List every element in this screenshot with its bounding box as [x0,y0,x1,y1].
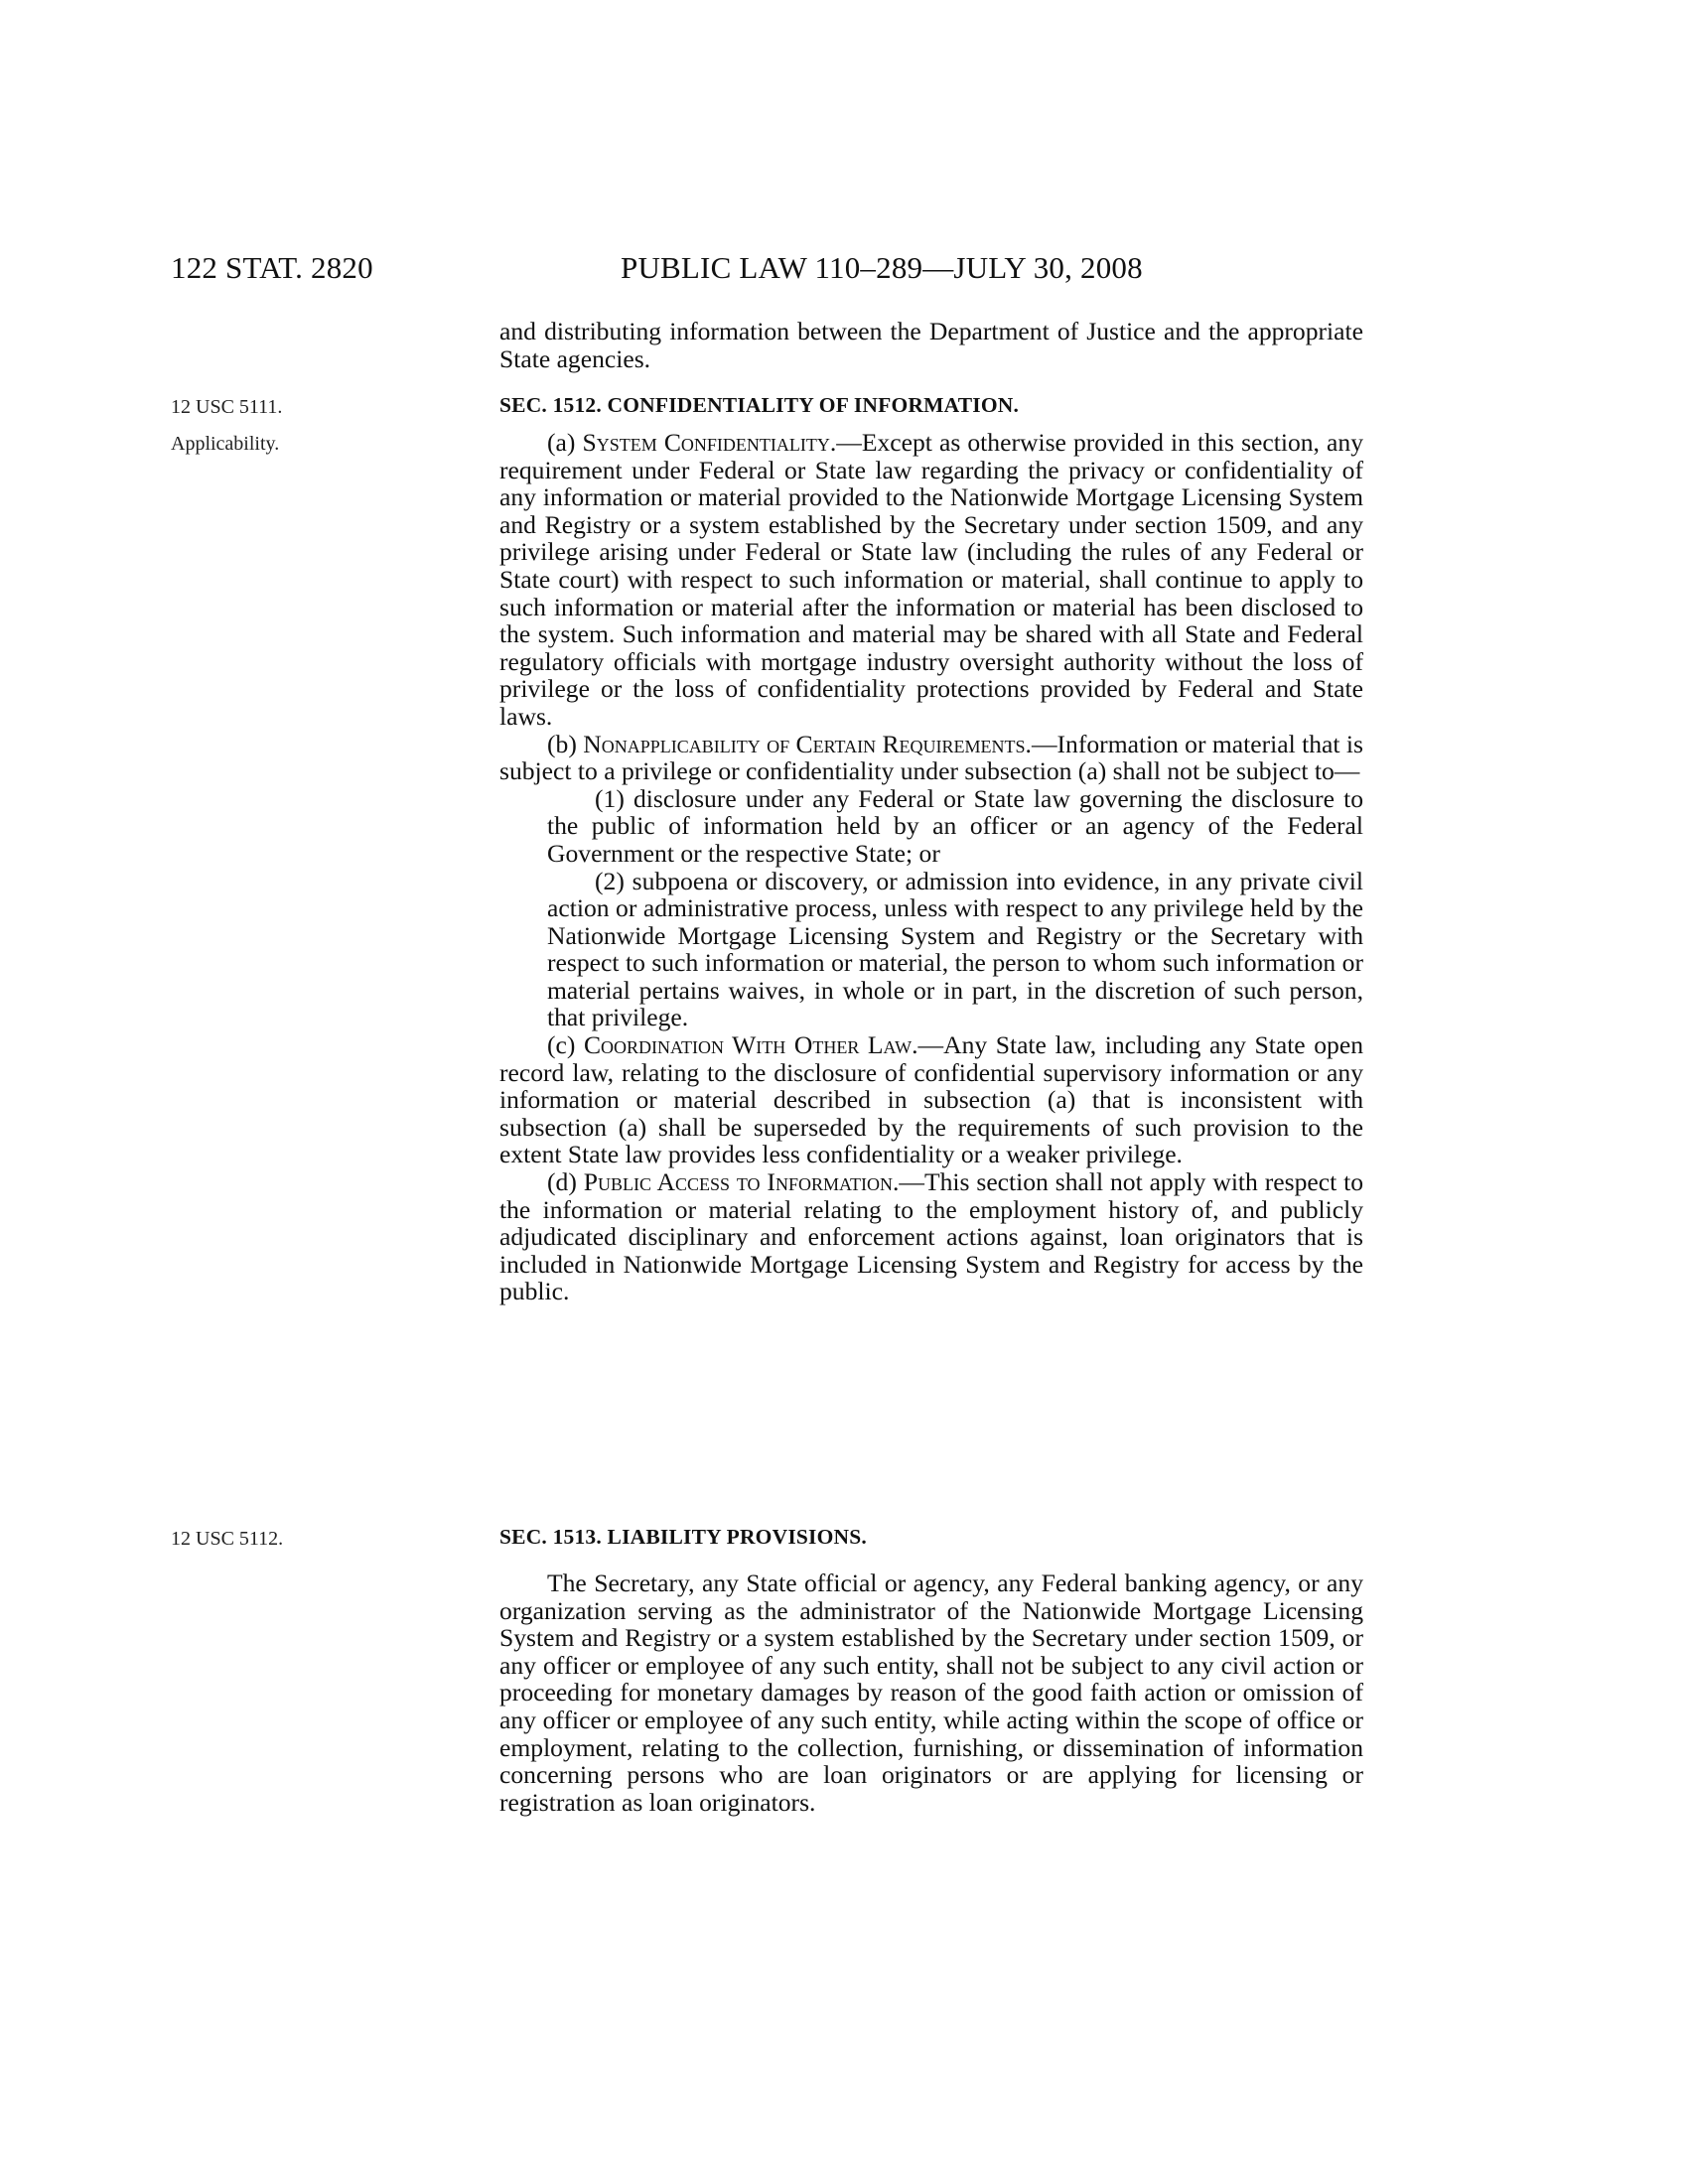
margin-note-applicability: Applicability. [171,433,280,455]
section-1512-body [499,429,1363,1305]
subsection-d-caption: Public Access to Information [583,1167,893,1197]
subsection-a-caption: System Confidentiality [582,428,830,457]
subsection-c [499,1031,1363,1168]
stat-citation: 122 STAT. 2820 [171,250,373,285]
section-1513-body [499,1570,1363,1816]
subsection-c-caption: Coordination With Other Law [583,1030,913,1060]
subsection-d-label: (d) [547,1167,584,1197]
section-1513-text: The Secretary, any State official or agency, any Federal banking agency, or any organization serving as the administrator of the Nationwide Mortgage Licensing System and Registry or a system established by the Secretary under section 1509, or any officer or employee of any such entity, shall not be subject to any civil action or proceeding for monetary damages by reason of the good faith action or omission of any officer or employee of any such entity, while acting within the scope of office or employment, relating to the collection, furnishing, or dissemination of information concerning persons who are loan originators or are applying for licensing or registration as loan originators. [499,1569,1363,1817]
subsection-b-item-1: (1) disclosure under any Federal or State law governing the disclosure to the public of information held by an officer or an agency of the Federal Government or the respective State; or [547,783,1363,868]
intro-paragraph [499,318,1363,372]
subsection-c-text: .—Any State law, including any State open record law, relating to the disclosure of confidential supervisory information or any information or material described in subsection (a) that is inconsistent with subsection (a) shall be superseded by the requirements of such provision to the extent State law provides less confidentiality or a weaker privilege. [499,1030,1363,1169]
page-header [171,250,1362,294]
margin-note-usc-5112: 12 USC 5112. [171,1528,284,1550]
intro-text: and distributing information between the Department of Justice and the appropriate State agencies. [499,317,1363,373]
subsection-a-label: (a) [547,428,583,457]
subsection-d [499,1168,1363,1305]
subsection-b-text: .—Information or material that is subject to a privilege or confidentiality under subsection (a) shall not be subject to— [499,729,1363,786]
section-1513-heading: SEC. 1513. LIABILITY PROVISIONS. [499,1525,867,1549]
subsection-b [499,731,1363,785]
subsection-b-caption: Nonapplicability of Certain Requirements [583,729,1026,758]
subsection-b-label: (b) [547,729,584,758]
subsection-c-label: (c) [547,1030,584,1060]
subsection-a-text: .—Except as otherwise provided in this section, any requirement under Federal or State law regarding the privacy or confidentiality of any information or material provided to the Nationwide Mortgage Licensing System and Registry or a system established by the Secretary under section 1509, and any privilege arising under Federal or State law (including the rules of any Federal or State court) with respect to such information or material, shall continue to apply to such information or material after the information or material has been disclosed to the system. Such information and material may be shared with all State and Federal regulatory officials with mortgage industry oversight authority without the loss of privilege or the loss of confidentiality protections provided by Federal and State laws. [499,428,1363,731]
section-1512-heading: SEC. 1512. CONFIDENTIALITY OF INFORMATION. [499,393,1020,417]
public-law-title: PUBLIC LAW 110–289—JULY 30, 2008 [621,250,1143,285]
subsection-b-item-2: (2) subpoena or discovery, or admission into evidence, in any private civil action or administrative process, unless with respect to any privilege held by the Nationwide Mortgage Licensing System and Registry or the Secretary with respect to such information or material, the person to whom such information or material pertains waives, in whole or in part, in the discretion of such person, that privilege. [547,866,1363,1032]
subsection-a [499,429,1363,731]
subsection-d-text: .—This section shall not apply with respect to the information or material relating to the employment history of, and publicly adjudicated disciplinary and enforcement actions against, loan originators that is included in Nationwide Mortgage Licensing System and Registry for access by the public. [499,1167,1363,1306]
margin-note-usc-5111: 12 USC 5111. [171,396,283,418]
